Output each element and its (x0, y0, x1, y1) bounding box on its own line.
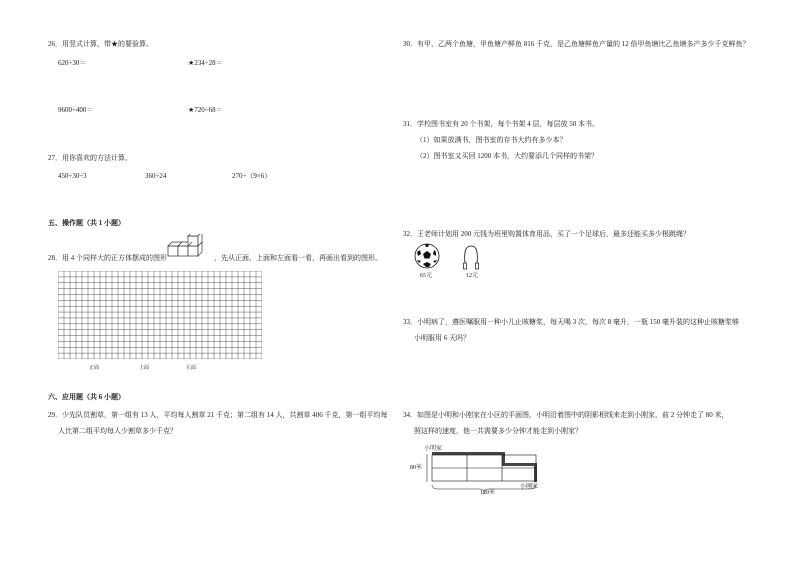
label-home-ming: 小明家 (424, 446, 443, 452)
grid-label-front: 正面 (89, 366, 100, 371)
q27-item-3: 270÷（9×6） (232, 172, 272, 180)
q28-text-2: ，先从正面、上面和左面看一看，再画出看到的图形。 (214, 254, 382, 262)
section6-heading: 六、应用题（共 6 小题） (48, 393, 125, 401)
q27-text: 27．用你喜欢的方法计算。 (48, 154, 132, 162)
q31-sub-1: （1）如果放满书，图书室的存书大约有多少本？ (416, 136, 567, 144)
q29-line-2: 人比第二组平均每人少割草多少千克？ (58, 427, 177, 435)
section5-heading: 五、操作题（共 1 小题） (48, 219, 125, 227)
q31-sub-2: （2）图书室又买回 1200 本书，大约要添几个同样的书架？ (416, 152, 598, 160)
q34-line-2: 照这样的速度，他一共需要多少分钟才能走到小刚家？ (414, 427, 582, 435)
label-height: 80米 (410, 465, 423, 471)
q30-text: 30．有甲、乙两个鱼塘，甲鱼塘产鲜鱼 816 千克，是乙鱼塘鲜鱼产量的 12 倍甲鱼塘比乙鱼塘多产多少千克鲜鱼？ (403, 40, 750, 48)
q29-line-1: 29．少先队员割草，第一组有 13 人，平均每人割草 21 千克；第二组有 14 人，共割草 406 千克，第一组平均每 (48, 411, 388, 419)
q34-line-1: 34．如图是小明和小刚家在小区的平面图，小明沿着图中的阴影相线来走到小刚家，前 2 分钟走了 80 米， (403, 411, 729, 419)
q26-item-1: 620÷30＝ (58, 59, 87, 67)
jump-rope-icon (460, 244, 482, 270)
q26-text: 26．用竖式计算，带★的要验算。 (48, 40, 153, 48)
label-width: 120米 (480, 490, 496, 496)
q31-text: 31．学校图书室有 20 个书架，每个书架 4 层，每层放 50 本书。 (403, 120, 599, 128)
q33-line-1: 33．小明病了，遵医嘱服用一种小儿止咳糖浆，每天喝 3 次，每次 8 毫升，一瓶 150 毫升装的这种止咳糖浆够 (403, 318, 739, 326)
cube-figure-icon (166, 234, 212, 260)
q26-item-2: ★234÷28＝ (188, 59, 223, 67)
q33-line-2: 小明服用 6 天吗？ (414, 334, 470, 342)
soccer-ball-icon (414, 243, 440, 269)
q26-item-4: ★720÷68＝ (188, 106, 223, 114)
grid-label-left: 左面 (186, 366, 197, 371)
q27-item-1: 450÷30÷3 (58, 172, 87, 180)
q27-item-2: 360÷24 (145, 172, 167, 180)
q26-item-3: 9600÷400＝ (58, 106, 94, 114)
grid-label-top: 上面 (139, 366, 150, 371)
ball-price: 65元 (420, 273, 433, 279)
label-home-gang: 小刚家 (520, 484, 539, 490)
q28-text-1: 28．用 4 个同样大的正方体摆成的图形 (48, 254, 167, 262)
q32-text: 32．王老师计划用 200 元钱为班里购置体育用品，买了一个足球后，最多还能买多少根跳绳？ (403, 230, 690, 238)
rope-price: 12元 (466, 273, 479, 279)
drawing-grid[interactable] (58, 271, 262, 359)
